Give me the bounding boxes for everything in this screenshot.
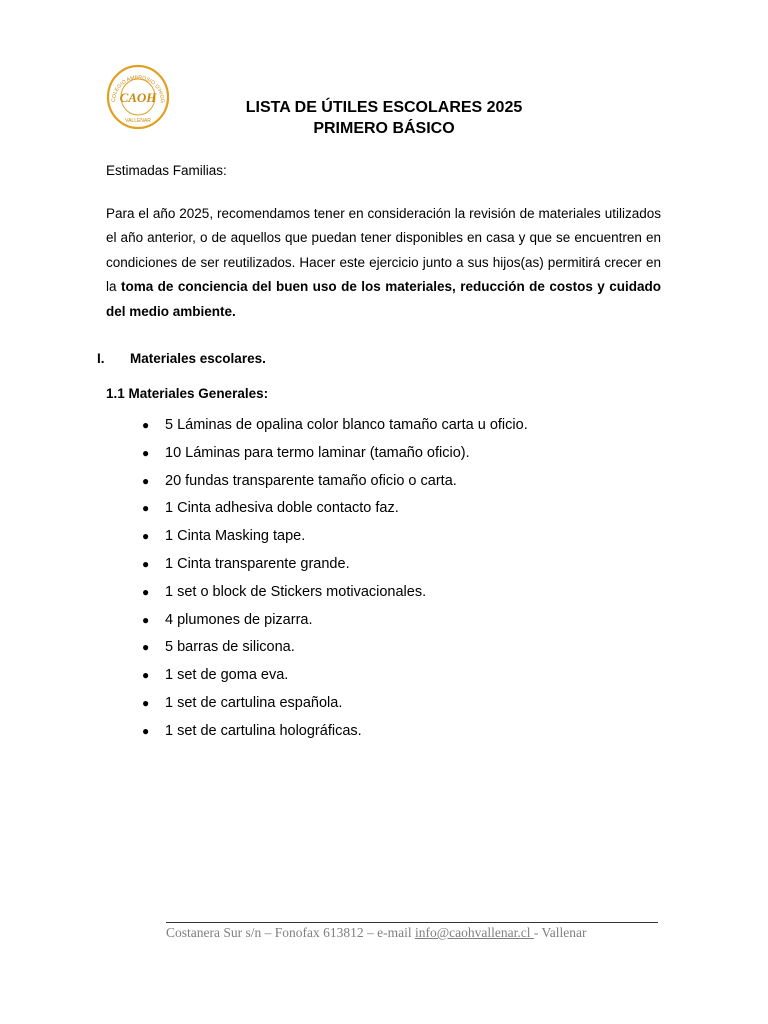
list-item [140,607,660,635]
list-item-text: 1 set o block de Stickers motivacionales. [165,583,427,600]
list-item [140,662,660,690]
bullet-icon: ● [142,473,150,488]
list-item [140,412,660,440]
intro-text: Para el año 2025, recomendamos tener en consideración la revisión de materiales utilizados el año anterior, o de aquellos que puedan tener disponibles en casa y que se encuentren en condiciones de ser reutilizados. Hacer este ejercicio junto a sus hijos(as) permitirá crecer en la [106,206,661,295]
bullet-icon: ● [142,529,150,544]
list-item [140,551,660,579]
footer-address: Costanera Sur s/n – Fonofax 613812 – e-mail [166,925,415,940]
list-item-text: 1 Cinta adhesiva doble contacto faz. [165,500,399,517]
intro-bold-text: toma de conciencia del buen uso de los materiales, reducción de costos y cuidado del medio ambiente. [106,279,661,319]
intro-paragraph [106,202,661,324]
list-item-text: 1 set de goma eva. [165,667,289,684]
greeting: Estimadas Familias: [106,163,227,178]
logo-bottom-text: VALLENAR [125,118,151,124]
logo-ring-text: COLEGIO AMBROSIO O'HIGG [110,74,166,104]
footer-email-link[interactable]: info@caohvallenar.cl [414,925,534,940]
list-item-text: 4 plumones de pizarra. [165,611,313,628]
footer-city: - Vallenar [533,925,587,940]
list-item-text: 10 Láminas para termo laminar (tamaño oficio). [165,444,470,461]
list-item [140,579,660,607]
list-item [140,718,660,746]
list-item-text: 1 Cinta Masking tape. [165,528,306,545]
list-item [140,468,660,496]
section-label: Materiales escolares. [130,351,266,366]
bullet-icon: ● [142,612,150,627]
list-item-text: 20 fundas transparente tamaño oficio o carta. [165,472,457,489]
bullet-icon: ● [142,640,150,655]
document-title [110,97,658,139]
list-item [140,495,660,523]
bullet-icon: ● [142,556,150,571]
bullet-icon: ● [142,695,150,710]
list-item-text: 1 set de cartulina holográficas. [165,722,362,739]
title-line-2: PRIMERO BÁSICO [313,120,455,137]
list-item [140,523,660,551]
footer-divider [166,922,658,923]
title-line-1: LISTA DE ÚTILES ESCOLARES 2025 [245,99,523,116]
bullet-icon: ● [142,723,150,738]
bullet-icon: ● [142,668,150,683]
footer [166,925,658,941]
bullet-icon: ● [142,584,150,599]
materials-list [140,412,660,746]
list-item [140,634,660,662]
list-item-text: 1 set de cartulina española. [165,694,343,711]
list-item-text: 1 Cinta transparente grande. [165,555,350,572]
logo-monogram: CAOH [119,90,157,105]
bullet-icon: ● [142,501,150,516]
bullet-icon: ● [142,418,150,432]
list-item-text: 5 barras de silicona. [165,639,295,656]
section-number: I. [97,351,105,366]
list-item [140,440,660,468]
list-item-text: 5 Láminas de opalina color blanco tamaño carta u oficio. [165,417,528,433]
section-heading [97,351,266,366]
list-item [140,690,660,718]
bullet-icon: ● [142,445,150,460]
subsection-heading: 1.1 Materiales Generales: [106,386,269,401]
